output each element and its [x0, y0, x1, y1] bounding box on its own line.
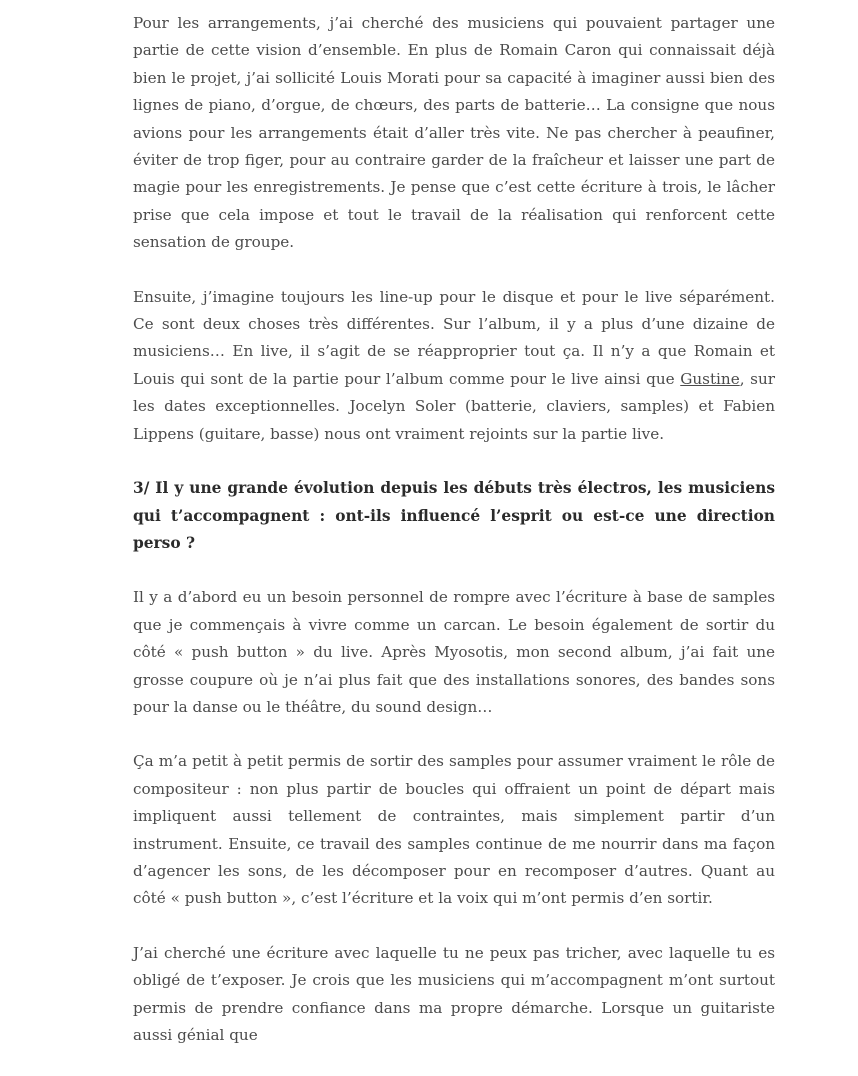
gustine-link[interactable]: Gustine — [680, 369, 740, 388]
interview-question-3: 3/ Il y une grande évolution depuis les débuts très électros, les musiciens qui t’accompagnent : ont-ils influencé l’esprit ou est-ce une direction perso ? — [133, 479, 775, 552]
paragraph-line-up-text-start: Ensuite, j’imagine toujours les line-up pour le disque et pour le live séparément. Ce sont deux choses très différentes. Sur l’album, il y a plus d’une dizaine de musiciens… En live, il s’agit de se réapproprier tout ça. Il n’y a que Romain et Louis qui sont de la partie pour l’album comme pour le live ainsi que — [133, 287, 775, 388]
paragraph-ecriture: J’ai cherché une écriture avec laquelle tu ne peux pas tricher, avec laquelle tu es obligé de t’exposer. Je crois que les musiciens qui m’accompagnent m’ont surtout permis de prendre confiance dans ma propre démarche. Lorsque un guitariste aussi génial que — [133, 943, 775, 1044]
article-body — [133, 10, 775, 1076]
paragraph-compositeur: Ça m’a petit à petit permis de sortir des samples pour assumer vraiment le rôle de compositeur : non plus partir de boucles qui offraient un point de départ mais impliquent aussi tellement de contraintes, mais simplement partir d’un instrument. Ensuite, ce travail des samples continue de me nourrir dans ma façon d’agencer les sons, de les décomposer pour en recomposer d’autres. Quant au côté « push button », c’est l’écriture et la voix qui m’ont permis d’en sortir. — [133, 752, 775, 908]
paragraph-line-up-text-end: , sur les dates exceptionnelles. Jocelyn Soler (batterie, claviers, samples) et Fabien Lippens (guitare, basse) nous ont vraiment rejoints sur la partie live. — [133, 369, 775, 443]
paragraph-line-up — [133, 284, 775, 448]
paragraph-samples: Il y a d’abord eu un besoin personnel de rompre avec l’écriture à base de samples que je commençais à vivre comme un carcan. Le besoin également de sortir du côté « push button » du live. Après Myosotis, mon second album, j’ai fait une grosse coupure où je n’ai plus fait que des installations sonores, des bandes sons pour la danse ou le théâtre, du sound design… — [133, 588, 775, 716]
paragraph-arrangements: Pour les arrangements, j’ai cherché des musiciens qui pouvaient partager une partie de cette vision d’ensemble. En plus de Romain Caron qui connaissait déjà bien le projet, j’ai sollicité Louis Morati pour sa capacité à imaginer aussi bien des lignes de piano, d’orgue, de chœurs, des parts de batterie… La consigne que nous avions pour les arrangements était d’aller très vite. Ne pas chercher à peaufiner, éviter de trop figer, pour au contraire garder de la fraîcheur et laisser une part de magie pour les enregistrements. Je pense que c’est cette écriture à trois, le lâcher prise que cela impose et tout le travail de la réalisation qui renforcent cette sensation de groupe. — [133, 14, 775, 252]
